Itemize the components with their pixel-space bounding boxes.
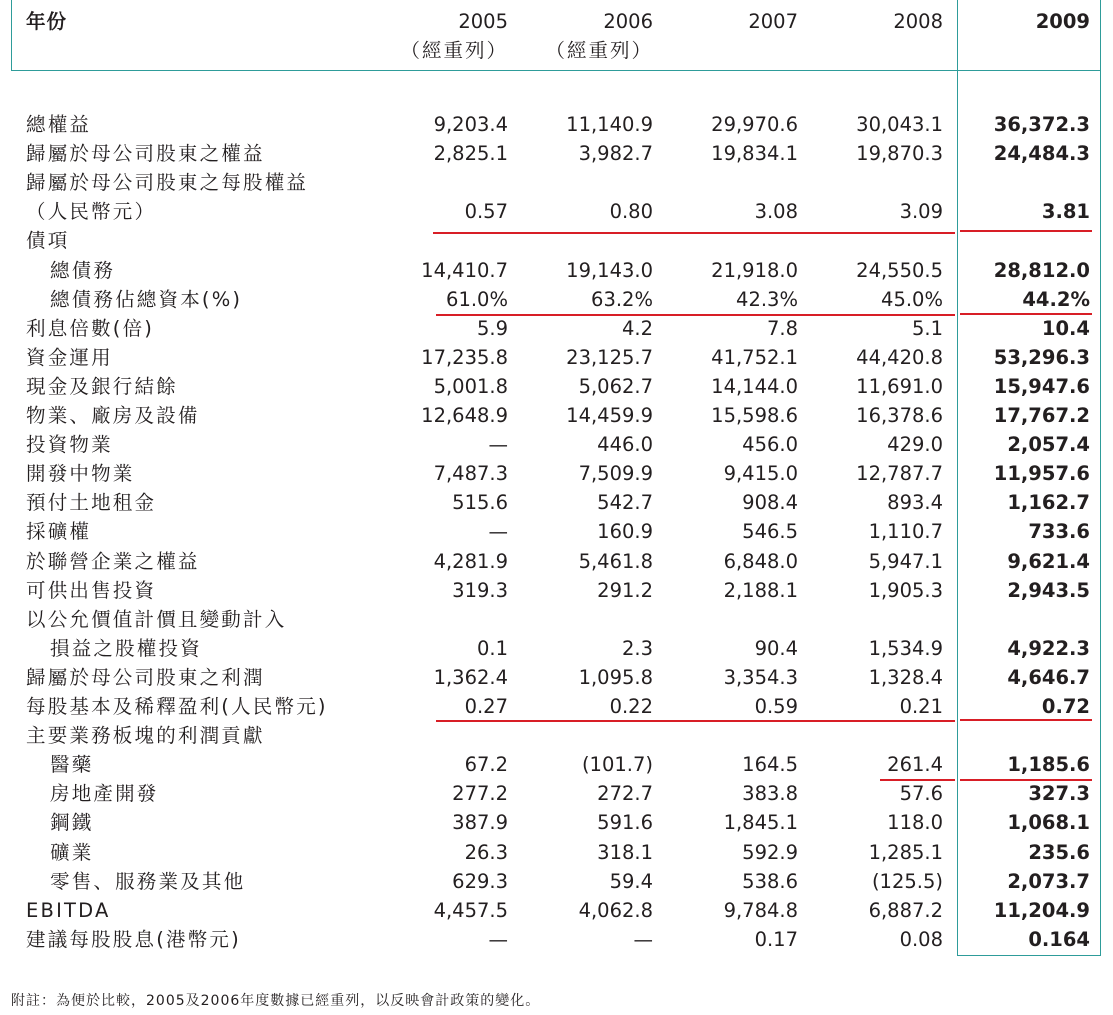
value-2008: 19,870.3 [856,142,943,165]
value-2008: 6,887.2 [868,899,943,922]
value-2006: 3,982.7 [578,142,653,165]
year-2008: 2008 [893,10,943,33]
row-label: 投資物業 [26,433,113,456]
value-2008: 1,534.9 [868,637,943,660]
value-2005: 26.3 [464,841,508,864]
value-2005: — [488,928,508,951]
value-2007: 7.8 [766,317,798,340]
value-2009: 3.81 [1041,200,1090,223]
value-2005: — [488,433,508,456]
header-label: 年份 [26,10,68,33]
value-2005: 4,281.9 [433,550,508,573]
row-label: 建議每股股息(港幣元) [26,928,241,951]
value-2007: 15,598.6 [711,404,798,427]
value-2008: 57.6 [899,782,943,805]
row-label: 預付土地租金 [26,491,157,514]
value-2005: 5.9 [476,317,508,340]
value-2009: 1,185.6 [1007,753,1090,776]
year-2006: 2006 [603,10,653,33]
value-2008: 5.1 [911,317,943,340]
row-label: 資金運用 [26,346,113,369]
value-2008: 44,420.8 [856,346,943,369]
value-2006: 23,125.7 [566,346,653,369]
value-2006: 2.3 [621,637,653,660]
row-label: 利息倍數(倍) [26,317,155,340]
row-label: 歸屬於母公司股東之權益 [26,142,265,165]
row-label: 總權益 [26,113,92,136]
value-2006: 4,062.8 [578,899,653,922]
value-2006: 291.2 [597,579,653,602]
value-2005: — [488,520,508,543]
value-2006: 7,509.9 [578,462,653,485]
value-2007: 41,752.1 [711,346,798,369]
value-2008: 1,328.4 [868,666,943,689]
year-2005-note: （經重列） [400,39,508,62]
separator-rule [436,314,955,316]
value-2008: 24,550.5 [856,259,943,282]
value-2009: 2,057.4 [1007,433,1090,456]
value-2006: 318.1 [597,841,653,864]
value-2005: 319.3 [452,579,508,602]
row-label: 以公允價值計價且變動計入 [26,608,287,631]
separator-rule [960,779,1092,781]
value-2009: 1,162.7 [1007,491,1090,514]
value-2006: 4.2 [621,317,653,340]
value-2006: 591.6 [597,811,653,834]
value-2006: 160.9 [597,520,653,543]
year-2009: 2009 [1035,10,1090,33]
row-label: 房地產開發 [50,782,159,805]
value-2007: 1,845.1 [723,811,798,834]
value-2005: 629.3 [452,870,508,893]
value-2008: 429.0 [887,433,943,456]
row-label: 鋼鐵 [50,811,94,834]
value-2007: 592.9 [742,841,798,864]
value-2009: 2,943.5 [1007,579,1090,602]
value-2007: 456.0 [742,433,798,456]
value-2007: 3.08 [754,200,798,223]
row-label: 零售、服務業及其他 [50,870,246,893]
value-2006: (101.7) [581,753,653,776]
row-label: 歸屬於母公司股東之利潤 [26,666,265,689]
value-2009: 44.2% [1022,288,1090,311]
value-2006: 11,140.9 [566,113,653,136]
row-label: 於聯營企業之權益 [26,550,200,573]
value-2009: 10.4 [1041,317,1090,340]
value-2007: 3,354.3 [723,666,798,689]
value-2005: 0.27 [464,695,508,718]
value-2009: 11,957.6 [993,462,1090,485]
value-2008: 45.0% [881,288,943,311]
value-2006: 63.2% [591,288,653,311]
value-2007: 0.17 [754,928,798,951]
value-2005: 14,410.7 [421,259,508,282]
year-2007: 2007 [748,10,798,33]
value-2009: 9,621.4 [1007,550,1090,573]
value-2008: 1,285.1 [868,841,943,864]
value-2009: 733.6 [1028,520,1090,543]
value-2008: 893.4 [887,491,943,514]
value-2006: 59.4 [609,870,653,893]
value-2005: 4,457.5 [433,899,508,922]
row-label: 損益之股權投資 [50,637,202,660]
value-2007: 29,970.6 [711,113,798,136]
value-2005: 12,648.9 [421,404,508,427]
row-label: （人民幣元） [26,200,157,223]
row-label: 總債務 [50,259,116,282]
separator-rule [960,313,1092,315]
value-2008: 0.08 [899,928,943,951]
value-2007: 383.8 [742,782,798,805]
value-2007: 9,784.8 [723,899,798,922]
value-2005: 9,203.4 [433,113,508,136]
value-2008: 16,378.6 [856,404,943,427]
value-2005: 17,235.8 [421,346,508,369]
value-2007: 9,415.0 [723,462,798,485]
value-2009: 235.6 [1028,841,1090,864]
value-2009: 4,646.7 [1007,666,1090,689]
value-2008: 118.0 [887,811,943,834]
value-2006: 14,459.9 [566,404,653,427]
value-2009: 0.72 [1041,695,1090,718]
row-label: 醫藥 [50,753,94,776]
value-2009: 17,767.2 [993,404,1090,427]
value-2008: (125.5) [871,870,943,893]
value-2006: 446.0 [597,433,653,456]
value-2007: 164.5 [742,753,798,776]
separator-rule [436,720,955,722]
value-2009: 53,296.3 [993,346,1090,369]
value-2007: 908.4 [742,491,798,514]
row-label: 歸屬於母公司股東之每股權益 [26,171,309,194]
value-2005: 0.1 [476,637,508,660]
value-2005: 515.6 [452,491,508,514]
value-2008: 3.09 [899,200,943,223]
value-2006: — [633,928,653,951]
row-label: 物業、廠房及設備 [26,404,200,427]
row-label: 總債務佔總資本(%) [50,288,243,311]
value-2008: 1,110.7 [868,520,943,543]
value-2009: 4,922.3 [1007,637,1090,660]
value-2006: 542.7 [597,491,653,514]
value-2005: 7,487.3 [433,462,508,485]
row-label: 採礦權 [26,520,92,543]
value-2009: 11,204.9 [993,899,1090,922]
value-2009: 15,947.6 [993,375,1090,398]
value-2006: 19,143.0 [566,259,653,282]
separator-rule [960,719,1092,721]
value-2009: 2,073.7 [1007,870,1090,893]
row-label: 主要業務板塊的利潤貢獻 [26,724,265,747]
value-2007: 6,848.0 [723,550,798,573]
value-2005: 61.0% [446,288,508,311]
value-2006: 0.80 [609,200,653,223]
year-2005: 2005 [458,10,508,33]
value-2009: 24,484.3 [993,142,1090,165]
value-2005: 2,825.1 [433,142,508,165]
value-2008: 5,947.1 [868,550,943,573]
value-2007: 538.6 [742,870,798,893]
row-label: 開發中物業 [26,462,135,485]
value-2005: 0.57 [464,200,508,223]
row-label: 每股基本及稀釋盈利(人民幣元) [26,695,328,718]
value-2005: 1,362.4 [433,666,508,689]
value-2008: 12,787.7 [856,462,943,485]
value-2008: 30,043.1 [856,113,943,136]
value-2009: 28,812.0 [993,259,1090,282]
value-2007: 90.4 [754,637,798,660]
row-label: 債項 [26,229,70,252]
value-2005: 5,001.8 [433,375,508,398]
value-2006: 0.22 [609,695,653,718]
value-2006: 272.7 [597,782,653,805]
value-2007: 546.5 [742,520,798,543]
separator-rule [880,779,955,781]
value-2007: 0.59 [754,695,798,718]
value-2009: 327.3 [1028,782,1090,805]
year-2006-note: （經重列） [545,39,653,62]
value-2007: 19,834.1 [711,142,798,165]
row-label: EBITDA [26,899,111,922]
value-2006: 5,062.7 [578,375,653,398]
value-2008: 261.4 [887,753,943,776]
value-2007: 42.3% [736,288,798,311]
value-2007: 21,918.0 [711,259,798,282]
row-label: 可供出售投資 [26,579,157,602]
separator-rule [960,230,1092,232]
value-2008: 11,691.0 [856,375,943,398]
footnote: 附註：為便於比較，2005及2006年度數據已經重列，以反映會計政策的變化。 [11,993,541,1009]
value-2005: 387.9 [452,811,508,834]
value-2008: 0.21 [899,695,943,718]
separator-rule [433,232,955,234]
row-label: 礦業 [50,841,94,864]
value-2008: 1,905.3 [868,579,943,602]
value-2007: 2,188.1 [723,579,798,602]
value-2007: 14,144.0 [711,375,798,398]
value-2009: 1,068.1 [1007,811,1090,834]
value-2005: 277.2 [452,782,508,805]
value-2006: 5,461.8 [578,550,653,573]
value-2005: 67.2 [464,753,508,776]
value-2009: 0.164 [1028,928,1090,951]
value-2006: 1,095.8 [578,666,653,689]
value-2009: 36,372.3 [993,113,1090,136]
row-label: 現金及銀行結餘 [26,375,178,398]
